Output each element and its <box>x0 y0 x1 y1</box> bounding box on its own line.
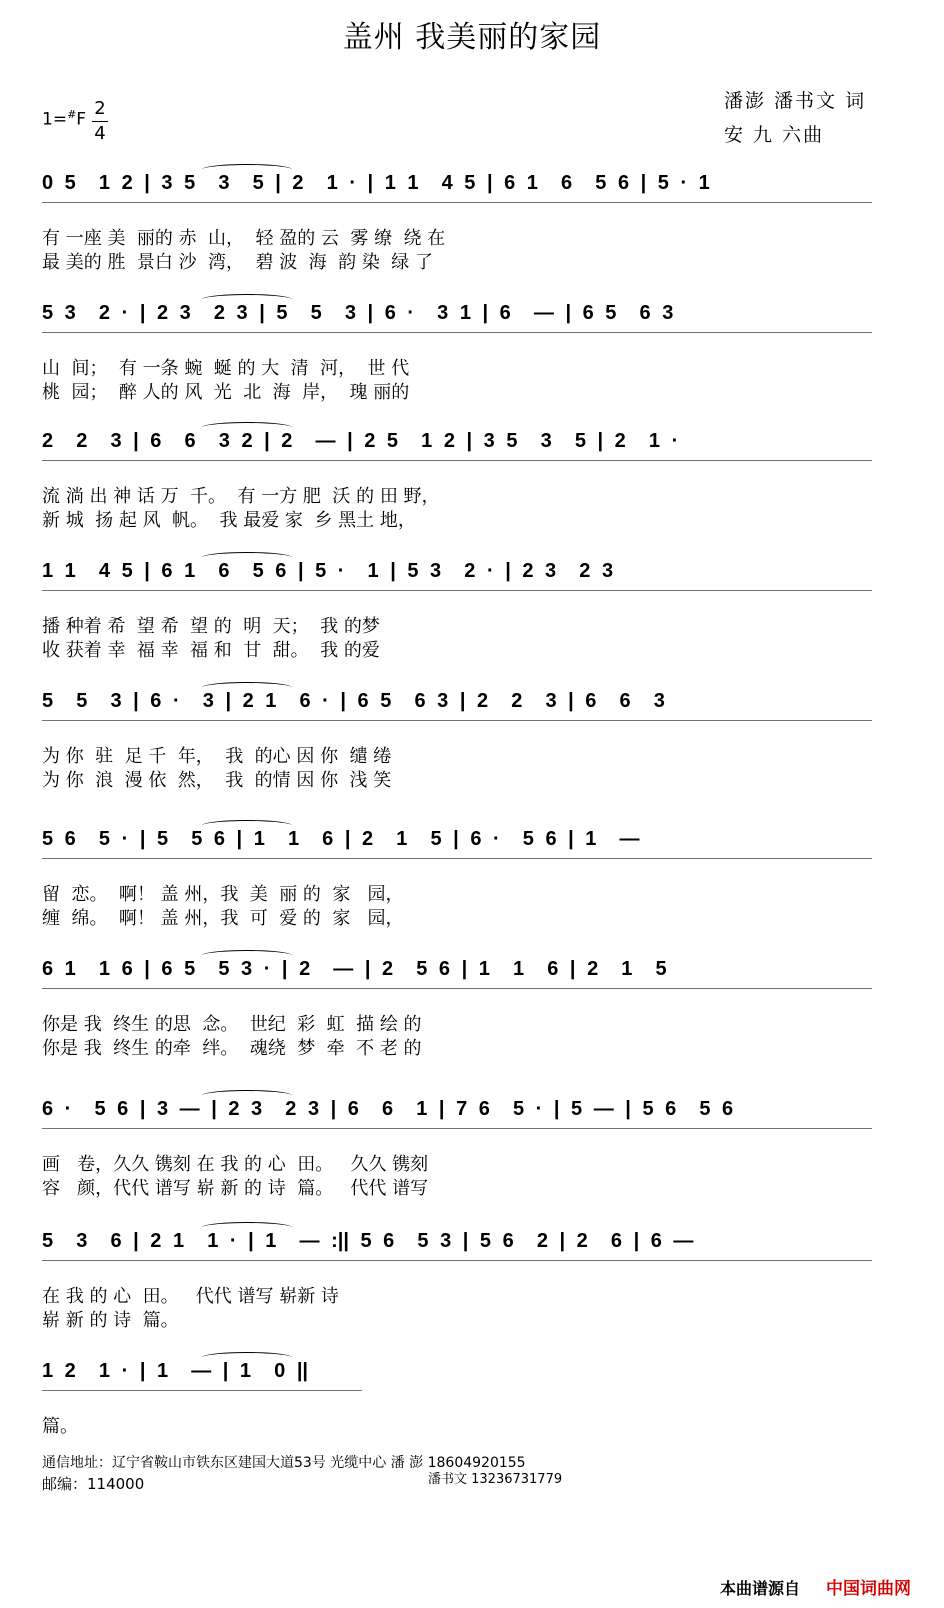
lyric-line-1: 播 种着 希 望 希 望 的 明 天； 我 的梦 <box>42 616 380 637</box>
page-title: 盖州 我美丽的家园 <box>342 20 602 55</box>
slur-line <box>202 682 292 693</box>
slur-line <box>202 552 292 563</box>
beam-line <box>42 1128 872 1129</box>
notation-row: 1 1 4 5 | 6 1 6 5 6 | 5 · 1 | 5 3 2 · | 2 3 2 3 <box>42 560 614 582</box>
notation-row: 5 6 5 · | 5 5 6 | 1 1 6 | 2 1 5 | 6 · 5 6 | 1 — <box>42 828 640 850</box>
key-signature <box>42 108 86 130</box>
composer-credit: 安 九 六曲 <box>724 124 825 146</box>
lyric-line-2: 你是 我 终生 的牵 绊。 魂绕 梦 牵 不 老 的 <box>42 1038 422 1059</box>
lyricist-credit: 潘澎 潘书文 词 <box>724 90 867 112</box>
beam-line <box>42 1260 872 1261</box>
sharp-icon: # <box>67 108 77 121</box>
lyric-line-1: 篇。 <box>42 1416 78 1437</box>
lyric-line-1: 山 间； 有 一条 蜿 蜒 的 大 清 河， 世 代 <box>42 358 410 379</box>
source-label: 本曲谱源自 <box>720 1579 801 1598</box>
lyric-line-2: 为 你 浪 漫 依 然， 我 的情 因 你 浅 笑 <box>42 770 392 791</box>
time-signature <box>92 98 108 145</box>
slur-line <box>202 950 292 961</box>
key-prefix: 1= <box>42 109 68 130</box>
source-site-link[interactable]: 中国词曲网 <box>826 1579 911 1599</box>
lyric-line-1: 有 一座 美 丽的 赤 山， 轻 盈的 云 雾 缭 绕 在 <box>42 228 446 249</box>
beam-line <box>42 202 872 203</box>
notation-row: 6 · 5 6 | 3 — | 2 3 2 3 | 6 6 1 | 7 6 5 · | 5 — | 5 6 5 6 <box>42 1098 734 1120</box>
notation-row: 5 3 6 | 2 1 1 · | 1 — :|| 5 6 5 3 | 5 6 2 | 2 6 | 6 — <box>42 1230 694 1252</box>
slur-line <box>202 164 292 175</box>
notation-row: 0 5 1 2 | 3 5 3 5 | 2 1 · | 1 1 4 5 | 6 1 6 5 6 | 5 · 1 <box>42 172 710 194</box>
lyric-line-2: 收 获着 幸 福 幸 福 和 甘 甜。 我 的爱 <box>42 640 380 661</box>
lyric-line-1: 留 恋。 啊！ 盖 州，我 美 丽 的 家 园， <box>42 884 404 905</box>
lyric-line-1: 为 你 驻 足 千 年， 我 的心 因 你 缱 绻 <box>42 746 392 767</box>
slur-line <box>202 1352 292 1363</box>
beam-line <box>42 1390 362 1391</box>
contact-second-phone: 潘书文 13236731779 <box>428 1472 563 1487</box>
lyric-line-2: 缠 绵。 啊！ 盖 州，我 可 爱 的 家 园， <box>42 908 404 929</box>
notation-row: 5 5 3 | 6 · 3 | 2 1 6 · | 6 5 6 3 | 2 2 3 | 6 6 3 <box>42 690 665 712</box>
lyric-line-2: 新 城 扬 起 风 帆。 我 最爱 家 乡 黑土 地， <box>42 510 416 531</box>
slur-line <box>202 820 292 831</box>
beam-line <box>42 590 872 591</box>
time-top: 2 <box>94 98 106 119</box>
lyric-line-1: 画 卷，久久 镌刻 在 我 的 心 田。 久久 镌刻 <box>42 1154 429 1175</box>
beam-line <box>42 858 872 859</box>
beam-line <box>42 988 872 989</box>
beam-line <box>42 460 872 461</box>
notation-row: 6 1 1 6 | 6 5 5 3 · | 2 — | 2 5 6 | 1 1 6 | 2 1 5 <box>42 958 667 980</box>
slur-line <box>202 294 292 305</box>
slur-line <box>202 1090 292 1101</box>
time-bottom: 4 <box>94 123 106 144</box>
lyric-line-2: 最 美的 胜 景白 沙 湾， 碧 波 海 韵 染 绿 了 <box>42 252 433 273</box>
lyric-line-2: 崭 新 的 诗 篇。 <box>42 1310 179 1331</box>
beam-line <box>42 332 872 333</box>
lyric-line-1: 你是 我 终生 的思 念。 世纪 彩 虹 描 绘 的 <box>42 1014 422 1035</box>
notation-row: 1 2 1 · | 1 — | 1 0 || <box>42 1360 309 1382</box>
fraction-bar <box>92 121 108 122</box>
notation-row: 5 3 2 · | 2 3 2 3 | 5 5 3 | 6 · 3 1 | 6 — | 6 5 6 3 <box>42 302 674 324</box>
beam-line <box>42 720 872 721</box>
lyric-line-2: 桃 园； 醉 人的 风 光 北 海 岸， 瑰 丽的 <box>42 382 410 403</box>
slur-line <box>202 422 292 433</box>
lyric-line-1: 流 淌 出 神 话 万 千。 有 一方 肥 沃 的 田 野， <box>42 486 440 507</box>
contact-postcode: 邮编：114000 <box>42 1475 145 1493</box>
notation-row: 2 2 3 | 6 6 3 2 | 2 — | 2 5 1 2 | 3 5 3 5 | 2 1 · <box>42 430 679 452</box>
key-note: F <box>76 109 87 130</box>
slur-line <box>202 1222 292 1233</box>
lyric-line-2: 容 颜，代代 谱写 崭 新 的 诗 篇。 代代 谱写 <box>42 1178 429 1199</box>
contact-address: 通信地址：辽宁省鞍山市铁东区建国大道53号 光缆中心 潘 澎 18604920155 <box>42 1455 526 1471</box>
lyric-line-1: 在 我 的 心 田。 代代 谱写 崭新 诗 <box>42 1286 339 1307</box>
